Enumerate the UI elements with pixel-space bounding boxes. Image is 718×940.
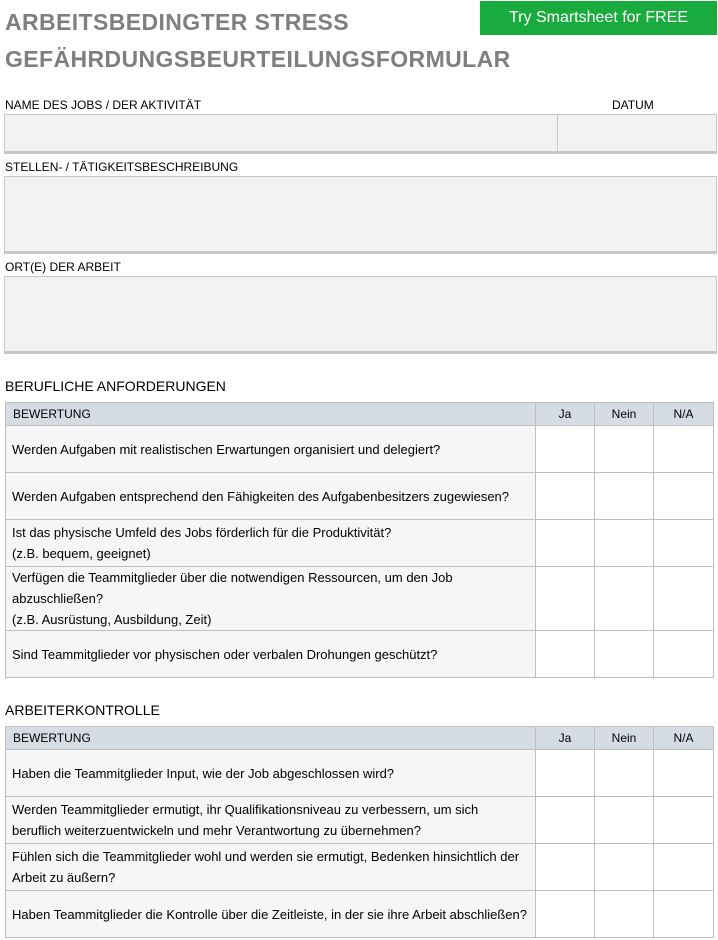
yes-cell[interactable]	[536, 567, 595, 631]
no-cell[interactable]	[595, 844, 654, 891]
na-cell[interactable]	[654, 891, 714, 938]
question-row	[6, 844, 714, 891]
job-name-field[interactable]	[4, 114, 558, 154]
question-note: (z.B. Ausrüstung, Ausbildung, Zeit)	[12, 612, 212, 627]
na-cell[interactable]	[654, 473, 714, 520]
question-row	[6, 473, 714, 520]
worker-control-table	[5, 726, 714, 938]
evaluation-header: BEWERTUNG	[6, 727, 536, 750]
no-cell[interactable]	[595, 567, 654, 631]
question-row	[6, 567, 714, 631]
job-name-label: NAME DES JOBS / DER AKTIVITÄT	[5, 98, 202, 112]
question-row	[6, 797, 714, 844]
page-title-line-1: ARBEITSBEDINGTER STRESS	[5, 9, 350, 35]
yes-cell[interactable]	[536, 891, 595, 938]
job-description-field[interactable]	[4, 176, 717, 254]
yes-cell[interactable]	[536, 520, 595, 567]
na-cell[interactable]	[654, 631, 714, 678]
no-cell[interactable]	[595, 750, 654, 797]
question-text: Haben die Teammitglieder Input, wie der Job abgeschlossen wird?	[6, 750, 536, 797]
question-row	[6, 520, 714, 567]
yes-header: Ja	[536, 403, 595, 426]
question-row	[6, 891, 714, 938]
try-smartsheet-button[interactable]: Try Smartsheet for FREE	[480, 1, 717, 35]
job-demands-table	[5, 402, 714, 678]
no-header: Nein	[595, 403, 654, 426]
date-field[interactable]	[557, 114, 717, 154]
no-cell[interactable]	[595, 473, 654, 520]
section-title-worker-control: ARBEITERKONTROLLE	[5, 702, 160, 718]
section-title-job-demands: BERUFLICHE ANFORDERUNGEN	[5, 378, 226, 394]
yes-header: Ja	[536, 727, 595, 750]
yes-cell[interactable]	[536, 750, 595, 797]
yes-cell[interactable]	[536, 797, 595, 844]
page-title-line-2: GEFÄHRDUNGSBEURTEILUNGSFORMULAR	[5, 46, 511, 72]
yes-cell[interactable]	[536, 426, 595, 473]
no-cell[interactable]	[595, 631, 654, 678]
na-cell[interactable]	[654, 426, 714, 473]
question-note: (z.B. bequem, geeignet)	[12, 546, 151, 561]
question-text: Werden Teammitglieder ermutigt, ihr Qualifikationsniveau zu verbessern, um sich beruflich weiterzuentwickeln und mehr Verantwortung zu übernehmen?	[6, 797, 536, 844]
question-text: Verfügen die Teammitglieder über die notwendigen Ressourcen, um den Job abzuschließen? (z.B. Ausrüstung, Ausbildung, Zeit)	[6, 567, 536, 631]
table-header-row	[6, 727, 714, 750]
work-location-label: ORT(E) DER ARBEIT	[5, 260, 121, 274]
question-row	[6, 750, 714, 797]
no-cell[interactable]	[595, 520, 654, 567]
no-header: Nein	[595, 727, 654, 750]
yes-cell[interactable]	[536, 844, 595, 891]
na-cell[interactable]	[654, 520, 714, 567]
na-cell[interactable]	[654, 797, 714, 844]
question-text: Fühlen sich die Teammitglieder wohl und werden sie ermutigt, Bedenken hinsichtlich der Arbeit zu äußern?	[6, 844, 536, 891]
no-cell[interactable]	[595, 797, 654, 844]
yes-cell[interactable]	[536, 473, 595, 520]
work-location-field[interactable]	[4, 276, 717, 354]
yes-cell[interactable]	[536, 631, 595, 678]
date-label: DATUM	[612, 98, 654, 112]
question-row	[6, 631, 714, 678]
table-header-row	[6, 403, 714, 426]
question-text: Werden Aufgaben mit realistischen Erwartungen organisiert und delegiert?	[6, 426, 536, 473]
na-header: N/A	[654, 727, 714, 750]
no-cell[interactable]	[595, 426, 654, 473]
no-cell[interactable]	[595, 891, 654, 938]
evaluation-header: BEWERTUNG	[6, 403, 536, 426]
na-header: N/A	[654, 403, 714, 426]
question-text: Sind Teammitglieder vor physischen oder verbalen Drohungen geschützt?	[6, 631, 536, 678]
na-cell[interactable]	[654, 750, 714, 797]
question-row	[6, 426, 714, 473]
question-text: Haben Teammitglieder die Kontrolle über die Zeitleiste, in der sie ihre Arbeit abschließen?	[6, 891, 536, 938]
na-cell[interactable]	[654, 844, 714, 891]
question-text: Ist das physische Umfeld des Jobs förderlich für die Produktivität? (z.B. bequem, geeignet)	[6, 520, 536, 567]
question-text: Werden Aufgaben entsprechend den Fähigkeiten des Aufgabenbesitzers zugewiesen?	[6, 473, 536, 520]
job-description-label: STELLEN- / TÄTIGKEITSBESCHREIBUNG	[5, 160, 239, 174]
na-cell[interactable]	[654, 567, 714, 631]
